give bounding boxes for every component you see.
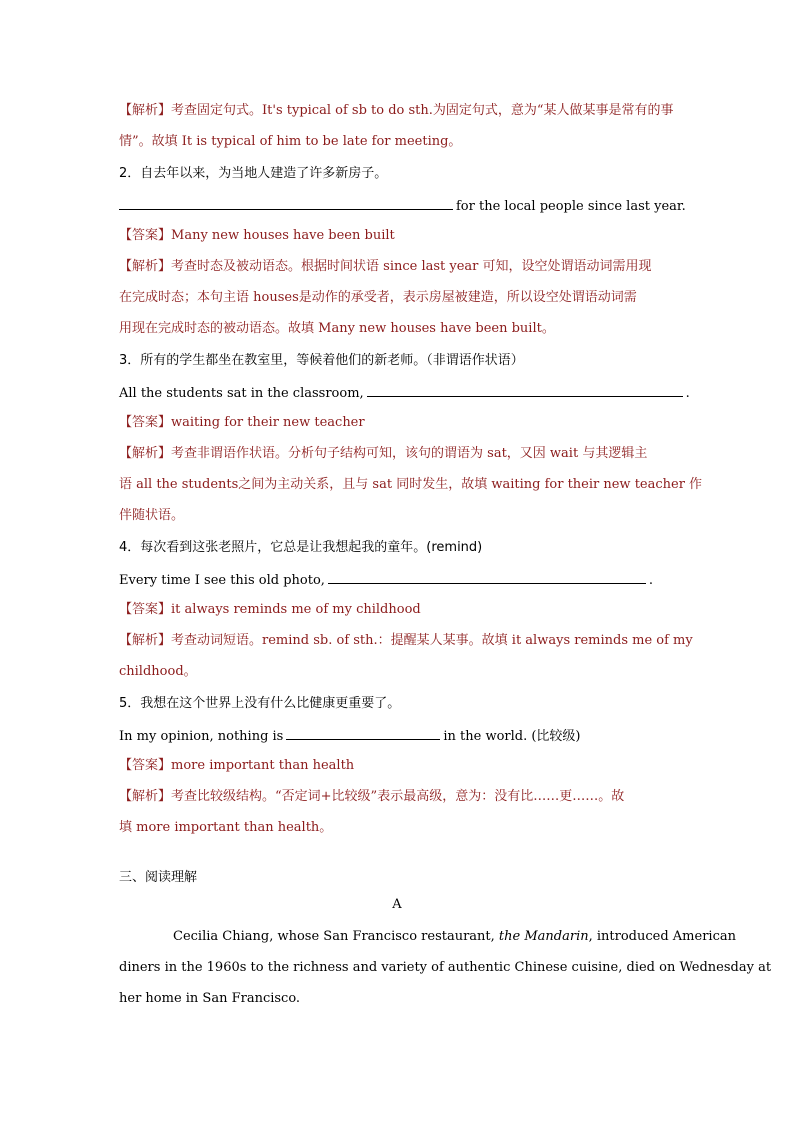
sentence-before: Every time I see this old photo, (119, 573, 325, 588)
q4-prompt (119, 538, 679, 558)
q5-analysis-line (119, 818, 679, 838)
analysis-text: 填 more important than health。 (119, 820, 333, 835)
q3-analysis-line (119, 444, 679, 464)
answer-blank[interactable] (286, 725, 440, 740)
analysis-text: 语 all the students之间为主动关系，且与 sat 同时发生，故填 waiting for their new teacher 作 (119, 477, 703, 492)
answer-text: waiting for their new teacher (171, 415, 365, 430)
analysis-text: 用现在完成时态的被动语态。故填 Many new houses have been built。 (119, 321, 555, 336)
passage-line: diners in the 1960s to the richness and variety of authentic Chinese cuisine, died on Wednesday at (119, 960, 772, 975)
passage-line: her home in San Francisco. (119, 991, 301, 1006)
q1-analysis-line (119, 101, 679, 121)
q3-analysis-line (119, 506, 679, 526)
sentence-before: In my opinion, nothing is (119, 729, 284, 744)
question-number: 5． (119, 696, 141, 711)
q2-answer (119, 226, 679, 246)
q5-sentence (119, 725, 679, 747)
question-prompt: 自去年以来，为当地人建造了许多新房子。 (140, 166, 388, 181)
analysis-text: 在完成时态；本句主语 houses是动作的承受者，表示房屋被建造，所以设空处谓语动词需 (119, 290, 637, 305)
sentence-after: for the local people since last year. (456, 199, 686, 214)
sentence-before: All the students sat in the classroom, (119, 386, 364, 401)
sentence-after: in the world. (比较级) (443, 729, 581, 744)
q2-analysis-line (119, 319, 679, 339)
passage-text: Cecilia Chiang, whose San Francisco restaurant, (173, 929, 495, 944)
q5-analysis-line (119, 787, 679, 807)
question-prompt: 我想在这个世界上没有什么比健康更重要了。 (140, 696, 401, 711)
analysis-tag: 【解析】 (119, 103, 172, 118)
q3-analysis-line (119, 475, 703, 495)
analysis-text: 考查动词短语。remind sb. of sth.：提醒某人某事。故填 it always reminds me of my (171, 633, 693, 648)
sentence-after: . (685, 386, 690, 401)
q5-answer (119, 756, 679, 776)
section-title: 三、阅读理解 (119, 870, 198, 885)
question-prompt: 所有的学生都坐在教室里，等候着他们的新老师。（非谓语作状语） (140, 353, 524, 368)
answer-text: Many new houses have been built (171, 228, 395, 243)
answer-text: more important than health (171, 758, 355, 773)
analysis-tag: 【解析】 (119, 259, 172, 274)
q4-sentence (119, 569, 679, 591)
sentence-after: . (648, 573, 654, 588)
q2-prompt (119, 164, 679, 184)
analysis-text: 考查非谓语作状语。分析句子结构可知，该句的谓语为 sat，又因 wait 与其逻辑主 (171, 446, 648, 461)
analysis-text: 考查比较级结构。“否定词+比较级”表示最高级，意为：没有比……更……。故 (171, 789, 625, 804)
analysis-tag: 【解析】 (119, 789, 172, 804)
q2-analysis-line (119, 257, 679, 277)
passage-text: , introduced American (588, 929, 736, 944)
analysis-text: 情”。故填 It is typical of him to be late for meeting。 (119, 134, 462, 149)
answer-tag: 【答案】 (119, 228, 172, 243)
q4-analysis-line (119, 631, 693, 651)
q4-analysis-line (119, 662, 679, 682)
q3-sentence (119, 382, 690, 404)
question-number: 4． (119, 540, 141, 555)
answer-blank[interactable] (367, 382, 683, 397)
answer-tag: 【答案】 (119, 602, 172, 617)
q3-answer (119, 413, 679, 433)
analysis-text: 考查时态及被动语态。根据时间状语 since last year 可知，设空处谓语动词需用现 (171, 259, 652, 274)
q5-prompt (119, 694, 679, 714)
q1-analysis-line (119, 132, 679, 152)
answer-blank[interactable] (119, 195, 453, 210)
analysis-text: childhood。 (119, 664, 197, 679)
question-number: 2． (119, 166, 141, 181)
answer-tag: 【答案】 (119, 415, 172, 430)
restaurant-name: the Mandarin (498, 929, 589, 944)
analysis-tag: 【解析】 (119, 633, 172, 648)
answer-tag: 【答案】 (119, 758, 172, 773)
q3-prompt (119, 351, 679, 371)
answer-text: it always reminds me of my childhood (171, 602, 421, 617)
q2-analysis-line (119, 288, 679, 308)
passage-label: A (392, 897, 402, 912)
passage-line (119, 927, 736, 947)
question-number: 3． (119, 353, 141, 368)
q4-answer (119, 600, 679, 620)
question-prompt: 每次看到这张老照片，它总是让我想起我的童年。(remind) (140, 540, 483, 555)
q2-sentence (119, 195, 686, 217)
analysis-tag: 【解析】 (119, 446, 172, 461)
analysis-text: 伴随状语。 (119, 508, 185, 523)
answer-blank[interactable] (328, 569, 646, 584)
analysis-text: 考查固定句式。It's typical of sb to do sth.为固定句式，意为“某人做某事是常有的事 (171, 103, 674, 118)
